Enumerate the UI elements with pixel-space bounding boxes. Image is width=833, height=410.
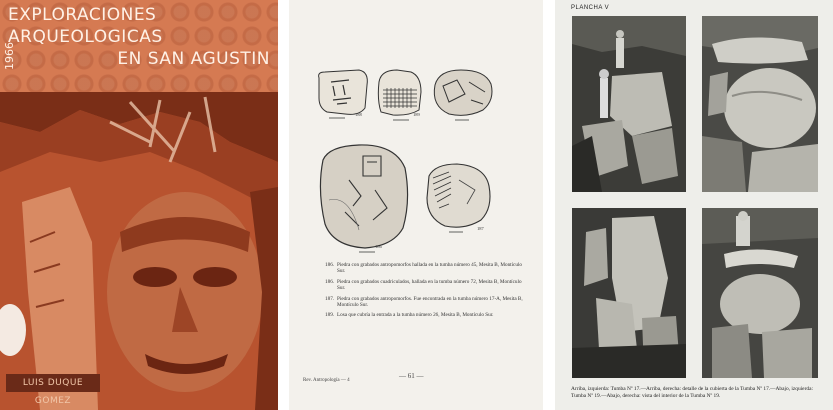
book-text-page xyxy=(289,0,543,410)
photo-tomb-17-cover-detail xyxy=(702,16,818,192)
plate-heading: PLANCHA V xyxy=(571,5,610,11)
caption-item: 187. Piedra con grabados antropomorfos. Fue encontrada en la tumba número 17-A, Mesita B, Montículo Sur. xyxy=(325,295,523,309)
cover-title xyxy=(6,4,276,70)
drawing-number: 187 xyxy=(477,226,484,231)
photo-tomb-19-interior xyxy=(702,208,818,378)
cover-year: 1966 xyxy=(3,42,16,70)
drawing-number: 189 xyxy=(413,112,420,117)
page-footer-journal: Rev. Antropología — 4 xyxy=(303,378,350,383)
stone-drawing-anthropomorphic xyxy=(319,70,368,114)
page-number: — 61 — xyxy=(399,372,424,380)
stone-drawing-grid xyxy=(378,70,421,115)
cover-title-line1: EXPLORACIONES ARQUEOLOGICAS xyxy=(8,5,163,47)
plate-caption: Arriba, izquierda: Tumba Nº 17.—Arriba, derecha: detalle de la cubierta de la Tumba Nº 17.—Abajo, izquierda: Tumba Nº 19.—Abajo, derecha: vista del interior de la Tumba Nº 19. xyxy=(571,386,813,399)
cover-author: LUIS DUQUE GOMEZ xyxy=(6,374,100,392)
photo-tomb-17 xyxy=(572,16,686,192)
cover-statue-photo xyxy=(0,92,278,410)
photo-plate-page xyxy=(555,0,833,410)
stone-drawing-large xyxy=(320,145,407,248)
photo-tomb-19 xyxy=(572,208,686,378)
cover-title-line2: EN SAN AGUSTIN xyxy=(117,49,270,69)
stone-drawings xyxy=(289,0,543,410)
caption-item: 189. Losa que cubría la entrada a la tumba número 26, Mesita B, Montículo Sur. xyxy=(325,312,494,319)
figure-captions xyxy=(325,262,525,323)
caption-item: 186. Piedra con grabados cuadriculados, hallada en la tumba número 72, Mesita B, Montículo Sur. xyxy=(325,278,522,292)
caption-item: 186. Piedra con grabados antropomorfos hallada en la tumba número 45, Mesita B, Montículo Sur. xyxy=(325,262,522,275)
stone-drawing-round xyxy=(434,70,492,115)
book-cover xyxy=(0,0,278,410)
stone-drawing-hatched xyxy=(427,164,490,227)
drawing-number: 186 xyxy=(375,244,382,249)
drawing-number: 188 xyxy=(355,112,362,117)
